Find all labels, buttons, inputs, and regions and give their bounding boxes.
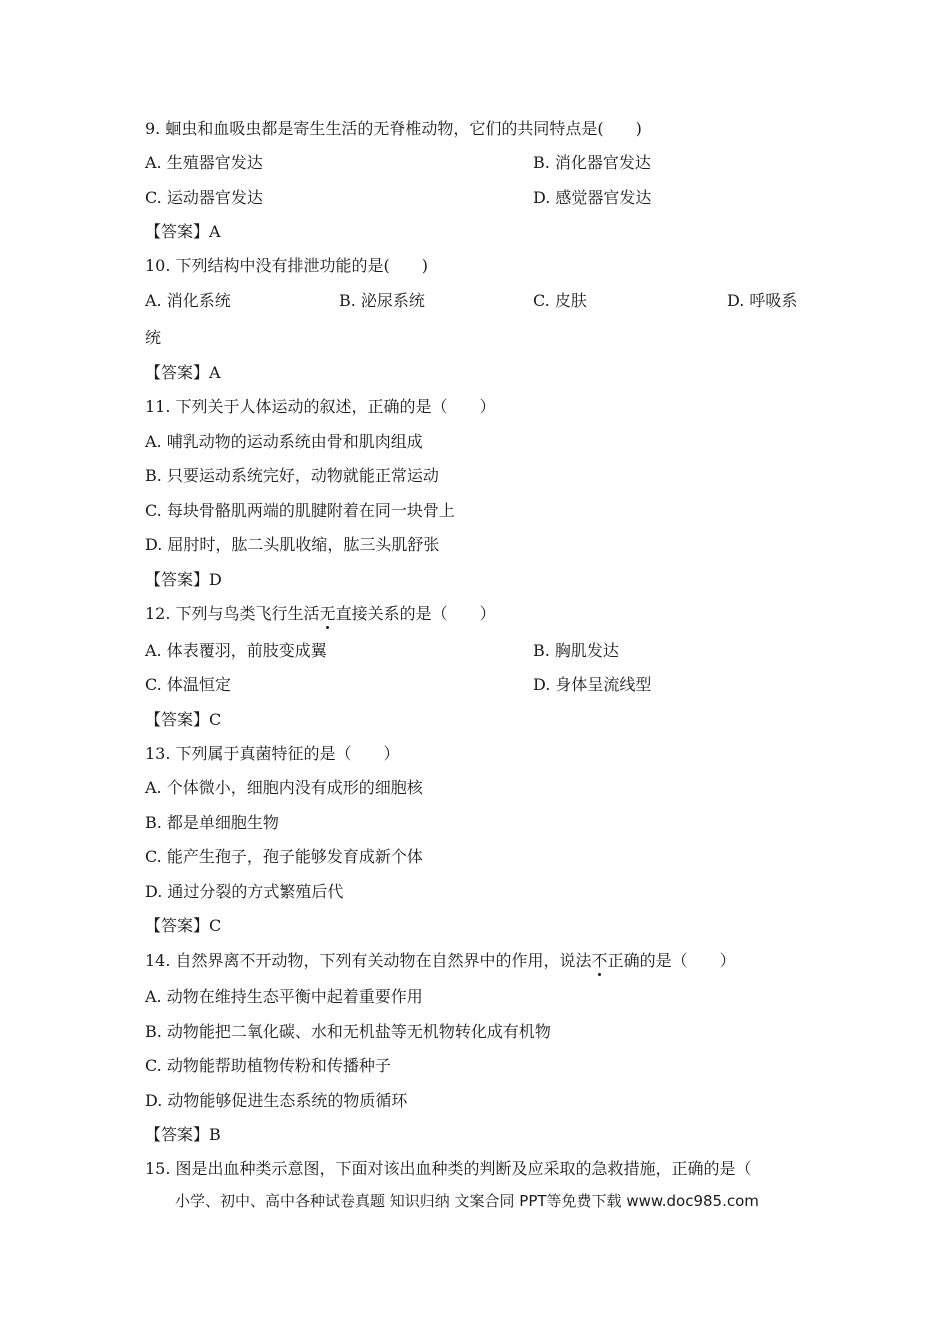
question-12-stem-pre: 12. 下列与鸟类飞行生活 bbox=[145, 604, 320, 623]
question-12-option-b: B. 胸肌发达 bbox=[533, 641, 619, 660]
question-11-option-d: D. 屈肘时，肱二头肌收缩，肱三头肌舒张 bbox=[145, 535, 440, 554]
question-14-stem-post: 正确的是（ ） bbox=[607, 951, 736, 970]
question-10-option-b: B. 泌尿系统 bbox=[339, 291, 425, 310]
question-11-option-b: B. 只要运动系统完好，动物就能正常运动 bbox=[145, 466, 439, 485]
question-11-stem: 11. 下列关于人体运动的叙述，正确的是（ ） bbox=[145, 397, 496, 416]
question-13-option-d: D. 通过分裂的方式繁殖后代 bbox=[145, 882, 344, 901]
question-12-answer: 【答案】C bbox=[145, 710, 222, 729]
question-14-option-b: B. 动物能把二氧化碳、水和无机盐等无机物转化成有机物 bbox=[145, 1022, 551, 1041]
question-10-option-d-wrap: 统 bbox=[145, 328, 162, 347]
question-12-stem-emphasis: 无 bbox=[319, 604, 336, 623]
question-13-answer: 【答案】C bbox=[145, 916, 222, 935]
page-footer: 小学、初中、高中各种试卷真题 知识归纳 文案合同 PPT等免费下载 www.doc985.com bbox=[175, 1192, 759, 1210]
question-14-stem-emphasis: 不 bbox=[591, 951, 608, 970]
question-10-answer: 【答案】A bbox=[145, 363, 221, 382]
question-9-option-a: A. 生殖器官发达 bbox=[145, 153, 263, 172]
question-10-stem: 10. 下列结构中没有排泄功能的是( ) bbox=[145, 256, 429, 275]
question-14-answer: 【答案】B bbox=[145, 1125, 221, 1144]
question-12-option-d: D. 身体呈流线型 bbox=[533, 675, 652, 694]
question-10-option-d: D. 呼吸系 bbox=[727, 291, 798, 310]
question-13-option-b: B. 都是单细胞生物 bbox=[145, 813, 279, 832]
question-14-stem bbox=[145, 951, 736, 971]
question-9-option-b: B. 消化器官发达 bbox=[533, 153, 651, 172]
question-14-stem-pre: 14. 自然界离不开动物，下列有关动物在自然界中的作用，说法 bbox=[145, 951, 592, 970]
question-14-option-a: A. 动物在维持生态平衡中起着重要作用 bbox=[145, 987, 423, 1006]
question-10-option-c: C. 皮肤 bbox=[533, 291, 587, 310]
question-13-stem: 13. 下列属于真菌特征的是（ ） bbox=[145, 744, 400, 763]
question-10-option-a: A. 消化系统 bbox=[145, 291, 231, 310]
question-11-answer: 【答案】D bbox=[145, 570, 222, 589]
question-12-option-a: A. 体表覆羽，前肢变成翼 bbox=[145, 641, 327, 660]
question-13-option-a: A. 个体微小，细胞内没有成形的细胞核 bbox=[145, 778, 423, 797]
question-13-option-c: C. 能产生孢子，孢子能够发育成新个体 bbox=[145, 847, 423, 866]
question-15-stem: 15. 图是出血种类示意图，下面对该出血种类的判断及应采取的急救措施，正确的是（ bbox=[145, 1159, 752, 1178]
question-12-stem bbox=[145, 604, 496, 624]
question-11-option-a: A. 哺乳动物的运动系统由骨和肌肉组成 bbox=[145, 432, 423, 451]
question-9-answer: 【答案】A bbox=[145, 222, 221, 241]
question-14-option-c: C. 动物能帮助植物传粉和传播种子 bbox=[145, 1056, 391, 1075]
question-12-stem-post: 直接关系的是（ ） bbox=[335, 604, 496, 623]
question-14-option-d: D. 动物能够促进生态系统的物质循环 bbox=[145, 1091, 408, 1110]
question-12-option-c: C. 体温恒定 bbox=[145, 675, 231, 694]
question-9-option-c: C. 运动器官发达 bbox=[145, 188, 263, 207]
question-9-option-d: D. 感觉器官发达 bbox=[533, 188, 652, 207]
question-9-stem: 9. 蛔虫和血吸虫都是寄生生活的无脊椎动物，它们的共同特点是( ) bbox=[145, 119, 642, 138]
question-11-option-c: C. 每块骨骼肌两端的肌腱附着在同一块骨上 bbox=[145, 501, 455, 520]
